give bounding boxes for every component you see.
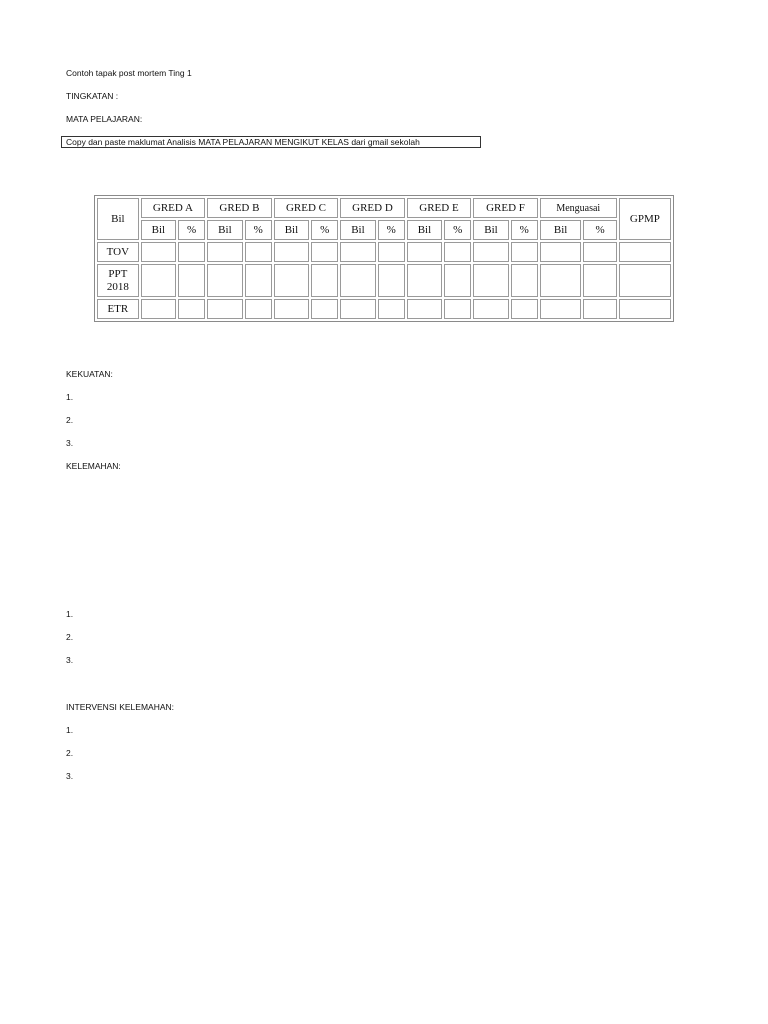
sub-bil: Bil <box>274 220 309 240</box>
sub-bil: Bil <box>340 220 375 240</box>
table-subheader-row <box>97 220 671 240</box>
sub-bil: Bil <box>473 220 508 240</box>
sub-percent: % <box>311 220 338 240</box>
kelemahan-label: KELEMAHAN: <box>66 461 121 471</box>
empty-cell[interactable] <box>540 242 582 262</box>
empty-cell[interactable] <box>583 242 616 262</box>
intervensi-item-1: 1. <box>66 725 74 735</box>
empty-cell[interactable] <box>141 242 176 262</box>
empty-cell[interactable] <box>378 264 405 297</box>
gred-c-header: GRED C <box>274 198 339 218</box>
table-row-ppt <box>97 264 671 297</box>
row-label-tov: TOV <box>97 242 139 262</box>
empty-cell[interactable] <box>511 242 538 262</box>
empty-cell[interactable] <box>245 264 272 297</box>
empty-cell[interactable] <box>540 264 582 297</box>
empty-cell[interactable] <box>178 299 205 319</box>
empty-cell[interactable] <box>444 242 471 262</box>
intervensi-item-3: 3. <box>66 771 74 781</box>
page-title: Contoh tapak post mortem Ting 1 <box>66 68 192 78</box>
table-header-row <box>97 198 671 218</box>
empty-cell[interactable] <box>511 264 538 297</box>
gred-d-header: GRED D <box>340 198 405 218</box>
gred-f-header: GRED F <box>473 198 538 218</box>
empty-cell[interactable] <box>245 242 272 262</box>
sub-percent: % <box>583 220 616 240</box>
kekuatan-label: KEKUATAN: <box>66 369 113 379</box>
sub-bil: Bil <box>407 220 442 240</box>
kelemahan-item-2: 2. <box>66 632 74 642</box>
empty-cell[interactable] <box>473 299 508 319</box>
empty-cell[interactable] <box>245 299 272 319</box>
kelemahan-item-3: 3. <box>66 655 74 665</box>
sub-bil: Bil <box>207 220 242 240</box>
kelemahan-item-1: 1. <box>66 609 74 619</box>
sub-percent: % <box>245 220 272 240</box>
empty-cell[interactable] <box>619 264 671 297</box>
empty-cell[interactable] <box>311 264 338 297</box>
empty-cell[interactable] <box>340 242 375 262</box>
sub-percent: % <box>511 220 538 240</box>
tingkatan-label: TINGKATAN : <box>66 91 119 101</box>
empty-cell[interactable] <box>378 242 405 262</box>
empty-cell[interactable] <box>444 264 471 297</box>
empty-cell[interactable] <box>407 242 442 262</box>
empty-cell[interactable] <box>207 264 242 297</box>
empty-cell[interactable] <box>141 299 176 319</box>
sub-bil: Bil <box>141 220 176 240</box>
empty-cell[interactable] <box>207 242 242 262</box>
empty-cell[interactable] <box>207 299 242 319</box>
row-label-line1: PPT <box>108 267 128 280</box>
empty-cell[interactable] <box>141 264 176 297</box>
table-row-tov <box>97 242 671 262</box>
empty-cell[interactable] <box>540 299 582 319</box>
empty-cell[interactable] <box>473 242 508 262</box>
empty-cell[interactable] <box>407 299 442 319</box>
empty-cell[interactable] <box>274 242 309 262</box>
kekuatan-item-1: 1. <box>66 392 74 402</box>
table-row-etr <box>97 299 671 319</box>
empty-cell[interactable] <box>619 299 671 319</box>
empty-cell[interactable] <box>311 242 338 262</box>
gred-b-header: GRED B <box>207 198 272 218</box>
empty-cell[interactable] <box>178 242 205 262</box>
gred-e-header: GRED E <box>407 198 472 218</box>
empty-cell[interactable] <box>473 264 508 297</box>
empty-cell[interactable] <box>444 299 471 319</box>
sub-percent: % <box>444 220 471 240</box>
empty-cell[interactable] <box>583 264 616 297</box>
sub-bil: Bil <box>540 220 582 240</box>
instruction-note: Copy dan paste maklumat Analisis MATA PELAJARAN MENGIKUT KELAS dari gmail sekolah <box>61 136 481 148</box>
menguasai-header: Menguasai <box>540 198 617 218</box>
empty-cell[interactable] <box>407 264 442 297</box>
gred-a-header: GRED A <box>141 198 206 218</box>
empty-cell[interactable] <box>340 299 375 319</box>
empty-cell[interactable] <box>583 299 616 319</box>
row-label-line2: 2018 <box>106 280 129 293</box>
empty-cell[interactable] <box>311 299 338 319</box>
empty-cell[interactable] <box>274 264 309 297</box>
empty-cell[interactable] <box>378 299 405 319</box>
intervensi-item-2: 2. <box>66 748 74 758</box>
kekuatan-item-2: 2. <box>66 415 74 425</box>
empty-cell[interactable] <box>511 299 538 319</box>
gpmp-header: GPMP <box>619 198 671 240</box>
empty-cell[interactable] <box>178 264 205 297</box>
row-label-ppt <box>97 264 139 297</box>
row-label-etr: ETR <box>97 299 139 319</box>
mata-pelajaran-label: MATA PELAJARAN: <box>66 114 143 124</box>
bil-header: Bil <box>97 198 139 240</box>
sub-percent: % <box>378 220 405 240</box>
intervensi-label: INTERVENSI KELEMAHAN: <box>66 702 175 712</box>
empty-cell[interactable] <box>274 299 309 319</box>
grade-analysis-table <box>94 195 674 322</box>
empty-cell[interactable] <box>619 242 671 262</box>
empty-cell[interactable] <box>340 264 375 297</box>
sub-percent: % <box>178 220 205 240</box>
kekuatan-item-3: 3. <box>66 438 74 448</box>
